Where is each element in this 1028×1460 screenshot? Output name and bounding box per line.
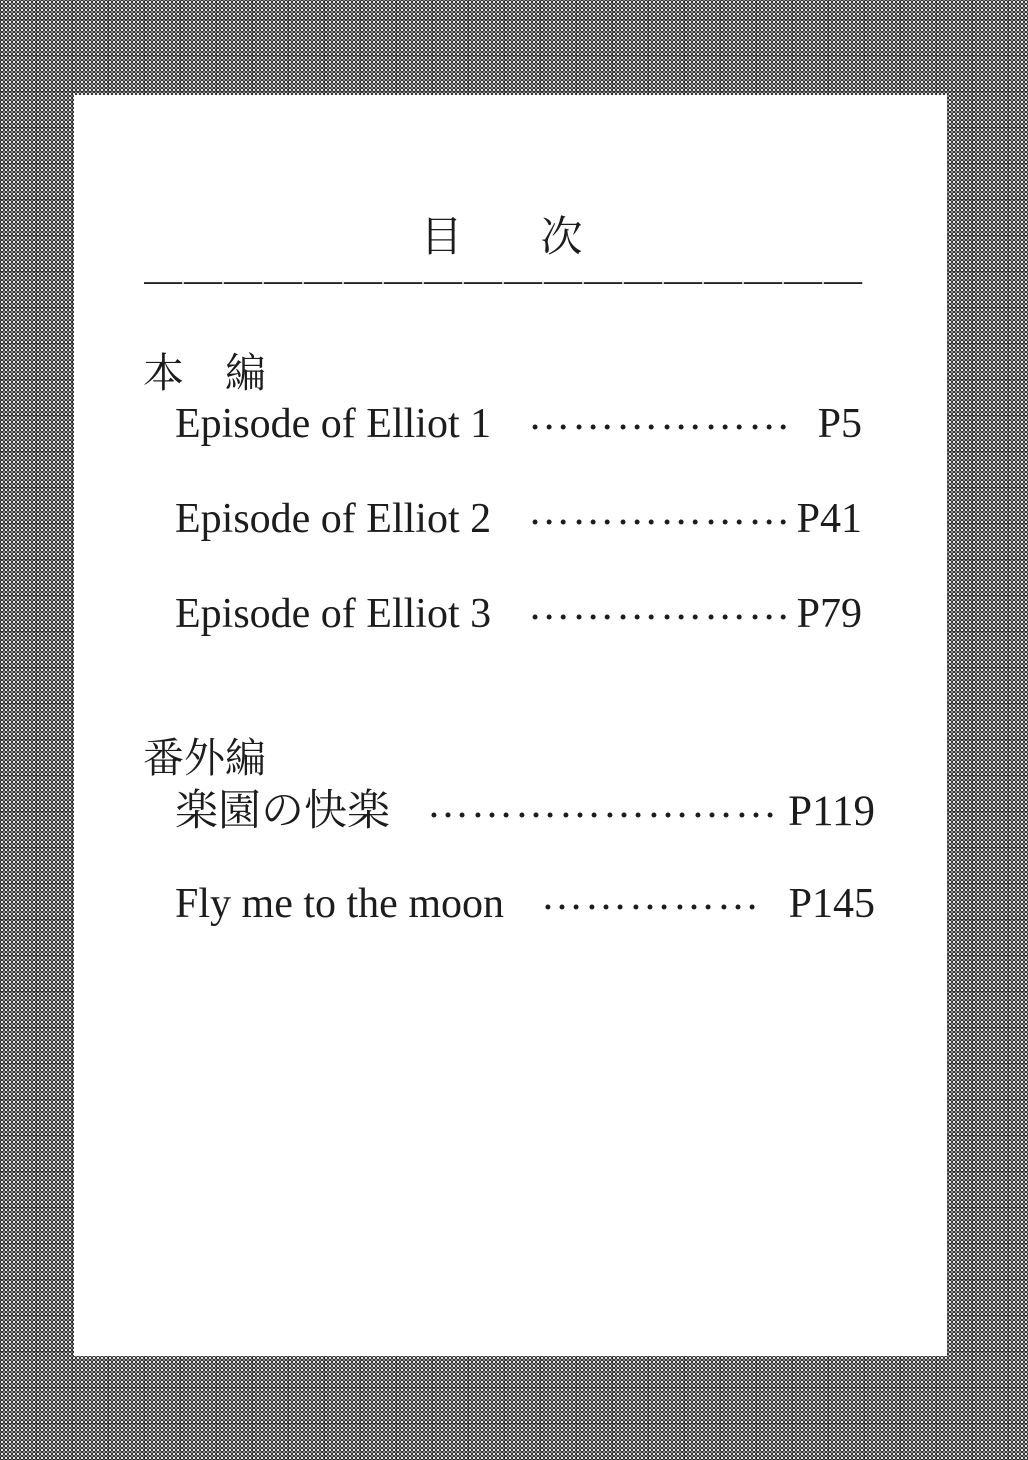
toc-entry-leader-dots: …………………… xyxy=(427,781,779,827)
toc-entry-fly-me-to-the-moon xyxy=(175,873,875,927)
toc-entry-title: 楽園の快楽 xyxy=(175,788,390,835)
section-heading-main: 本 編 xyxy=(143,350,266,396)
toc-entry-page-number: P79 xyxy=(796,591,862,637)
title-divider-dashes: ―――――――――――――――――― xyxy=(144,261,864,299)
toc-entry-page-number: P5 xyxy=(817,401,862,447)
toc-entry-leader-dots: …………… xyxy=(541,873,761,919)
toc-entry-leader-dots: ……………… xyxy=(528,488,793,534)
toc-entry-title: Fly me to the moon xyxy=(175,881,504,927)
toc-entry-title: Episode of Elliot 2 xyxy=(175,496,492,542)
toc-entry-elliot-2 xyxy=(175,488,862,542)
toc-page xyxy=(74,95,947,1356)
toc-entry-page-number: P119 xyxy=(788,788,875,835)
toc-entry-page-number: P41 xyxy=(796,496,862,542)
toc-entry-page-number: P145 xyxy=(788,881,875,927)
toc-entry-elliot-1 xyxy=(175,393,862,447)
page-title: 目 次 xyxy=(420,215,601,261)
toc-entry-leader-dots: ……………… xyxy=(528,393,793,439)
toc-entry-title: Episode of Elliot 3 xyxy=(175,591,492,637)
toc-entry-elliot-3 xyxy=(175,583,862,637)
toc-entry-rakuen xyxy=(175,781,875,835)
section-heading-extra: 番外編 xyxy=(143,735,266,781)
toc-entry-leader-dots: ……………… xyxy=(528,583,793,629)
toc-entry-title: Episode of Elliot 1 xyxy=(175,401,492,447)
